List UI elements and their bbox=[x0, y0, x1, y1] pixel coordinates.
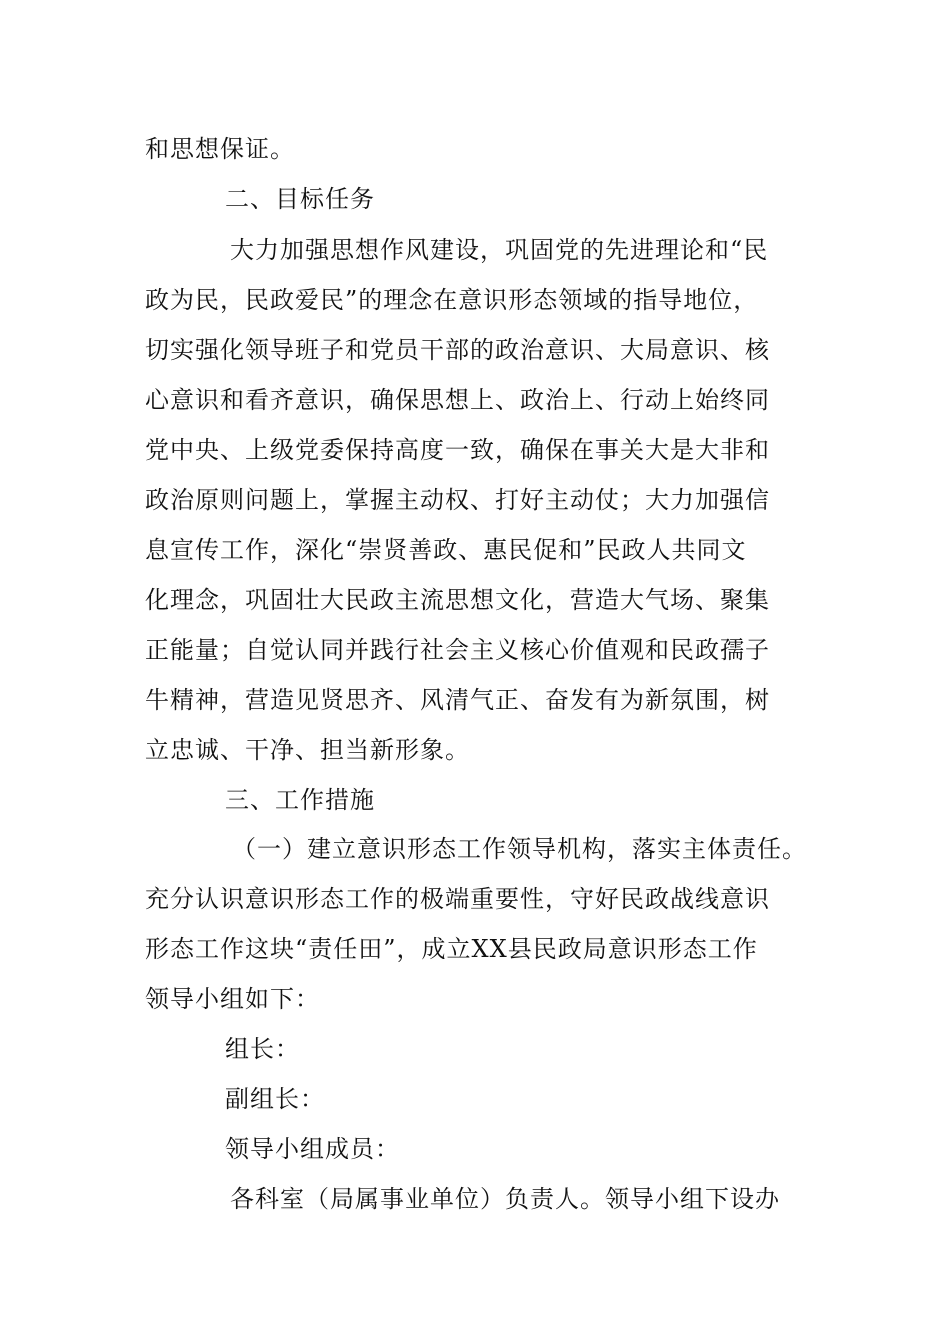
deputy-leader-label: 副组长： bbox=[225, 1085, 325, 1113]
paragraph-line: 领导小组如下： bbox=[145, 985, 320, 1013]
paragraph-line: 切实强化领导班子和党员干部的政治意识、大局意识、核 bbox=[145, 336, 770, 364]
paragraph-line: 化理念，巩固壮大民政主流思想文化，营造大气场、聚集 bbox=[145, 586, 770, 614]
team-leader-label: 组长： bbox=[225, 1035, 300, 1063]
paragraph-line: 和思想保证。 bbox=[145, 135, 295, 163]
paragraph-line: 党中央、上级党委保持高度一致，确保在事关大是大非和 bbox=[145, 436, 770, 464]
paragraph-line: 各科室（局属事业单位）负责人。领导小组下设办 bbox=[230, 1185, 780, 1213]
section-heading-goals: 二、目标任务 bbox=[225, 185, 375, 213]
paragraph-line: 牛精神，营造见贤思齐、风清气正、奋发有为新氛围，树 bbox=[145, 686, 770, 714]
team-members-label: 领导小组成员： bbox=[225, 1135, 400, 1163]
subsection-heading: （一）建立意识形态工作领导机构，落实主体责任。 bbox=[232, 835, 807, 863]
paragraph-line: 大力加强思想作风建设，巩固党的先进理论和“民 bbox=[230, 236, 769, 264]
section-heading-measures: 三、工作措施 bbox=[225, 786, 375, 814]
paragraph-line: 充分认识意识形态工作的极端重要性，守好民政战线意识 bbox=[145, 885, 770, 913]
paragraph-line: 心意识和看齐意识，确保思想上、政治上、行动上始终同 bbox=[145, 386, 770, 414]
paragraph-line: 政治原则问题上，掌握主动权、打好主动仗；大力加强信 bbox=[145, 486, 770, 514]
paragraph-line: 政为民，民政爱民”的理念在意识形态领域的指导地位， bbox=[145, 286, 759, 314]
paragraph-line: 息宣传工作，深化“崇贤善政、惠民促和”民政人共同文 bbox=[145, 536, 747, 564]
paragraph-line: 正能量；自觉认同并践行社会主义核心价值观和民政孺子 bbox=[145, 636, 770, 664]
paragraph-line: 形态工作这块“责任田”，成立XX县民政局意识形态工作 bbox=[145, 935, 758, 963]
paragraph-line: 立忠诚、干净、担当新形象。 bbox=[145, 736, 470, 764]
